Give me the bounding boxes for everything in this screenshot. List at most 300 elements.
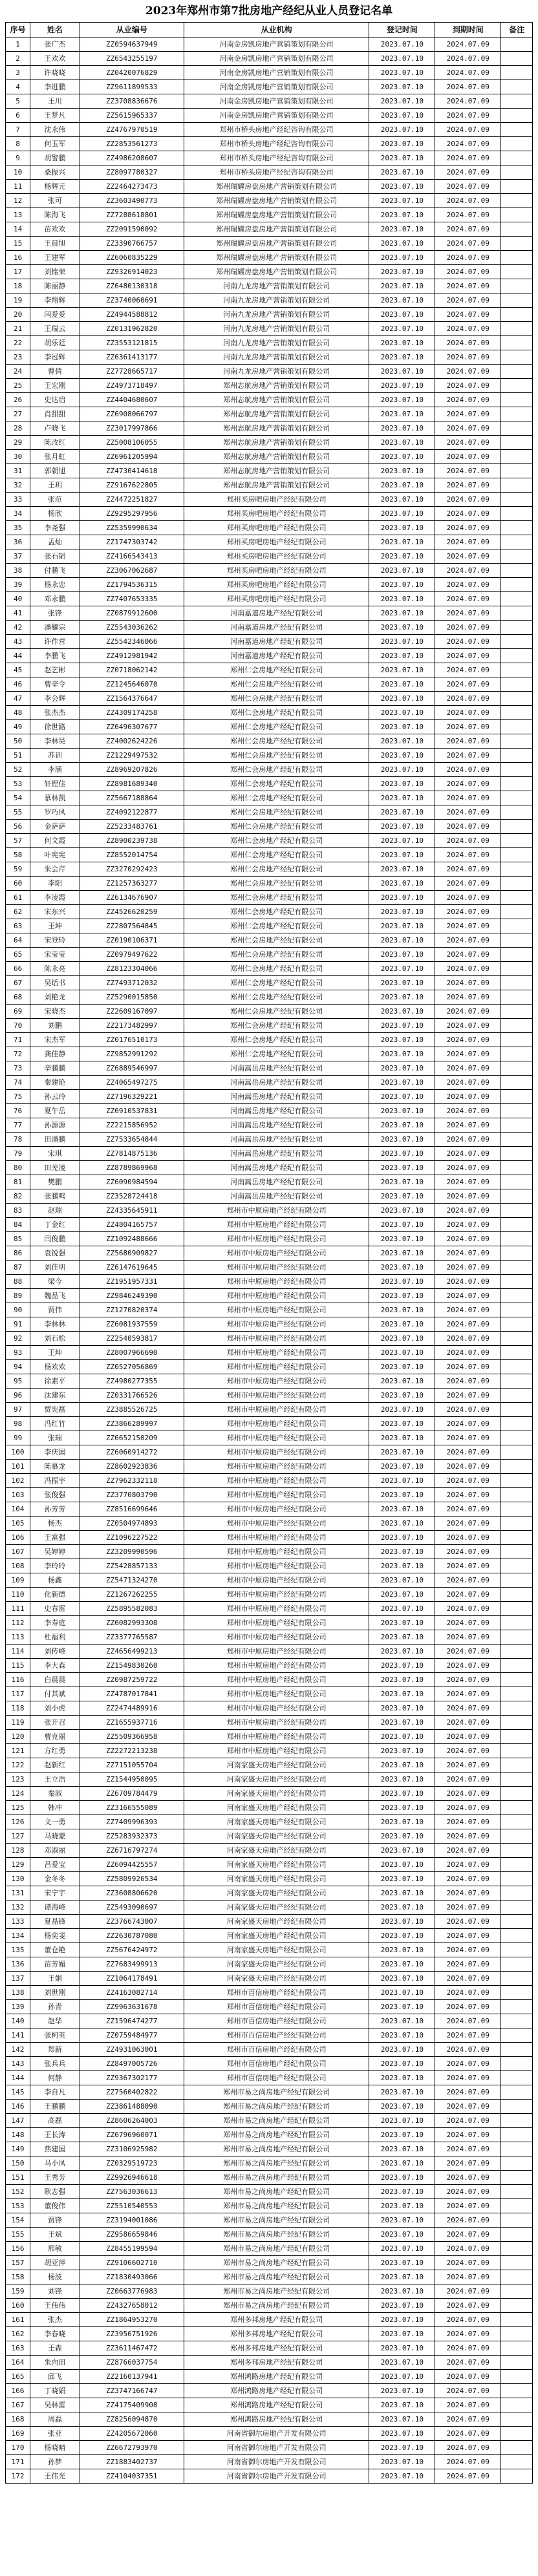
cell-organization: 郑州市百信房地产经纪有限公司 [184,1986,369,2000]
cell-remarks [501,1616,533,1630]
cell-organization: 郑州仁会房地产经纪有限公司 [184,763,369,777]
cell-expiry-date: 2024.07.09 [435,1460,501,1474]
cell-expiry-date: 2024.07.09 [435,265,501,279]
cell-remarks [501,2270,533,2284]
table-row [6,66,533,80]
cell-index: 127 [6,1829,30,1844]
cell-registration-date: 2023.07.10 [369,1289,435,1303]
cell-organization: 郑州市桥头房地产经纪咨询有限公司 [184,123,369,137]
cell-registration-date: 2023.07.10 [369,706,435,720]
table-row [6,1730,533,1744]
cell-organization: 郑州仁会房地产经纪有限公司 [184,1019,369,1033]
table-row [6,2199,533,2213]
cell-index: 160 [6,2299,30,2313]
cell-practice-number: ZZ0718062142 [80,663,184,677]
cell-organization: 河南家盛天房地产经纪有限公司 [184,1972,369,1986]
cell-organization: 郑州市易之尚房地产经纪有限公司 [184,2284,369,2299]
cell-expiry-date: 2024.07.09 [435,1090,501,1104]
table-row [6,2412,533,2427]
cell-name: 徐素平 [30,1374,80,1389]
cell-name: 马小凤 [30,2156,80,2171]
cell-organization: 郑州仁会房地产经纪有限公司 [184,848,369,862]
table-row [6,2171,533,2185]
cell-practice-number: ZZ1064178491 [80,1972,184,1986]
cell-expiry-date: 2024.07.09 [435,222,501,237]
cell-organization: 郑州市中原房地产经纪有限公司 [184,1517,369,1531]
cell-practice-number: ZZ8007966690 [80,1346,184,1360]
table-row [6,606,533,621]
cell-index: 169 [6,2427,30,2441]
cell-practice-number: ZZ6910537831 [80,1104,184,1118]
cell-practice-number: ZZ5676424972 [80,1943,184,1957]
cell-expiry-date: 2024.07.09 [435,1815,501,1829]
table-row [6,2028,533,2043]
cell-registration-date: 2023.07.10 [369,820,435,834]
cell-registration-date: 2023.07.10 [369,2242,435,2256]
cell-organization: 郑州仁会房地产经纪有限公司 [184,1047,369,1061]
cell-remarks [501,151,533,165]
cell-index: 124 [6,1787,30,1801]
header-organization: 从业机构 [184,23,369,37]
table-row [6,2114,533,2128]
cell-practice-number: ZZ7683499913 [80,1957,184,1972]
cell-index: 48 [6,706,30,720]
cell-remarks [501,976,533,990]
cell-index: 25 [6,379,30,393]
table-row [6,94,533,109]
cell-organization: 郑州市中原房地产经纪有限公司 [184,1488,369,1502]
cell-remarks [501,1005,533,1019]
cell-name: 夏午岳 [30,1104,80,1118]
cell-expiry-date: 2024.07.09 [435,1716,501,1730]
cell-registration-date: 2023.07.10 [369,1929,435,1943]
cell-name: 董仓艳 [30,1943,80,1957]
cell-remarks [501,1829,533,1844]
cell-remarks [501,37,533,52]
cell-practice-number: ZZ0594637949 [80,37,184,52]
cell-registration-date: 2023.07.10 [369,933,435,948]
cell-remarks [501,2242,533,2256]
cell-name: 苏训 [30,749,80,763]
cell-registration-date: 2023.07.10 [369,1417,435,1431]
cell-expiry-date: 2024.07.09 [435,1417,501,1431]
cell-organization: 郑州瑞耀房盘房地产营销策划有限公司 [184,208,369,222]
cell-organization: 郑州市易之尚房地产经纪有限公司 [184,2299,369,2313]
cell-name: 陈丽静 [30,279,80,293]
cell-name: 袁锐强 [30,1246,80,1261]
table-row [6,52,533,66]
cell-registration-date: 2023.07.10 [369,350,435,365]
cell-name: 贾宪磊 [30,1403,80,1417]
cell-registration-date: 2023.07.10 [369,251,435,265]
cell-registration-date: 2023.07.10 [369,1616,435,1630]
cell-name: 张亚 [30,2427,80,2441]
cell-organization: 河南家盛天房地产经纪有限公司 [184,1758,369,1772]
cell-registration-date: 2023.07.10 [369,1801,435,1815]
cell-practice-number: ZZ8123304066 [80,962,184,976]
cell-remarks [501,1929,533,1943]
cell-remarks [501,891,533,905]
cell-name: 卢晓飞 [30,421,80,436]
cell-practice-number: ZZ5493090697 [80,1900,184,1915]
table-row [6,1517,533,1531]
table-row [6,1289,533,1303]
cell-practice-number: ZZ1267262255 [80,1588,184,1602]
cell-remarks [501,2171,533,2185]
cell-registration-date: 2023.07.10 [369,1886,435,1900]
cell-registration-date: 2023.07.10 [369,1261,435,1275]
cell-name: 王建军 [30,251,80,265]
cell-practice-number: ZZ3106925982 [80,2142,184,2156]
cell-registration-date: 2023.07.10 [369,2327,435,2341]
cell-name: 杨杰 [30,1517,80,1531]
cell-registration-date: 2023.07.10 [369,2043,435,2057]
table-row [6,1915,533,1929]
cell-remarks [501,1019,533,1033]
table-row [6,1317,533,1332]
cell-remarks [501,1886,533,1900]
cell-name: 朱向田 [30,2356,80,2370]
cell-remarks [501,1460,533,1474]
cell-index: 37 [6,549,30,564]
table-row [6,2000,533,2014]
cell-name: 桑振兴 [30,165,80,180]
cell-practice-number: ZZ3377765587 [80,1630,184,1645]
cell-name: 王欢欢 [30,52,80,66]
cell-expiry-date: 2024.07.09 [435,2327,501,2341]
cell-organization: 郑州瑞耀房盘房地产营销策划有限公司 [184,194,369,208]
cell-remarks [501,791,533,805]
table-row [6,2455,533,2469]
cell-index: 116 [6,1673,30,1687]
cell-organization: 郑州瑞耀房盘房地产营销策划有限公司 [184,251,369,265]
cell-practice-number: ZZ5471324270 [80,1573,184,1588]
cell-name: 李鹏飞 [30,649,80,663]
cell-practice-number: ZZ1245646070 [80,677,184,692]
cell-organization: 郑州仁会房地产经纪有限公司 [184,663,369,677]
cell-remarks [501,251,533,265]
cell-remarks [501,2469,533,2484]
cell-name: 刘佳明 [30,1261,80,1275]
cell-registration-date: 2023.07.10 [369,1872,435,1886]
cell-registration-date: 2023.07.10 [369,734,435,749]
cell-practice-number: ZZ0663776983 [80,2284,184,2299]
cell-practice-number: ZZ3866289997 [80,1417,184,1431]
cell-registration-date: 2023.07.10 [369,194,435,208]
cell-organization: 河南嵩岳房地产经纪有限公司 [184,1189,369,1204]
cell-registration-date: 2023.07.10 [369,265,435,279]
cell-remarks [501,1744,533,1758]
cell-practice-number: ZZ7560402822 [80,2085,184,2100]
cell-index: 14 [6,222,30,237]
cell-practice-number: ZZ3740060691 [80,293,184,308]
cell-index: 136 [6,1957,30,1972]
cell-registration-date: 2023.07.10 [369,862,435,877]
cell-name: 宋杰军 [30,1033,80,1047]
cell-registration-date: 2023.07.10 [369,549,435,564]
cell-name: 韩冲 [30,1801,80,1815]
cell-organization: 郑州市中原房地产经纪有限公司 [184,1417,369,1431]
cell-expiry-date: 2024.07.09 [435,1332,501,1346]
cell-organization: 郑州市易之尚房地产经纪有限公司 [184,2228,369,2242]
cell-index: 32 [6,478,30,493]
table-row [6,1972,533,1986]
header-registration-date: 登记时间 [369,23,435,37]
cell-index: 67 [6,976,30,990]
cell-name: 李林昊 [30,734,80,749]
cell-name: 张石韬 [30,549,80,564]
cell-expiry-date: 2024.07.09 [435,2128,501,2142]
cell-practice-number: ZZ3747166747 [80,2384,184,2398]
cell-index: 106 [6,1531,30,1545]
cell-remarks [501,1900,533,1915]
table-row [6,37,533,52]
cell-remarks [501,635,533,649]
cell-organization: 郑州市易之尚房地产经纪有限公司 [184,2185,369,2199]
cell-organization: 郑州志航房地产营销策划有限公司 [184,478,369,493]
cell-index: 146 [6,2100,30,2114]
cell-name: 沈永伟 [30,123,80,137]
cell-organization: 河南省御尔房地产开发有限公司 [184,2427,369,2441]
cell-practice-number: ZZ3270292423 [80,862,184,877]
cell-remarks [501,2412,533,2427]
table-row [6,1801,533,1815]
table-row [6,1090,533,1104]
cell-name: 曹辛令 [30,677,80,692]
cell-name: 吴林雷 [30,2398,80,2412]
cell-name: 慕林凯 [30,791,80,805]
cell-remarks [501,350,533,365]
cell-remarks [501,1161,533,1175]
cell-remarks [501,763,533,777]
cell-index: 18 [6,279,30,293]
cell-name: 曹克丽 [30,1730,80,1744]
cell-expiry-date: 2024.07.09 [435,1659,501,1673]
table-row [6,2327,533,2341]
cell-name: 杨永忠 [30,578,80,592]
cell-practice-number: ZZ9846249390 [80,1289,184,1303]
cell-remarks [501,1517,533,1531]
table-row [6,2228,533,2242]
cell-index: 85 [6,1232,30,1246]
cell-remarks [501,905,533,919]
cell-expiry-date: 2024.07.09 [435,2043,501,2057]
cell-registration-date: 2023.07.10 [369,308,435,322]
table-row [6,507,533,521]
cell-practice-number: ZZ6889546997 [80,1061,184,1076]
cell-index: 58 [6,848,30,862]
cell-expiry-date: 2024.07.09 [435,379,501,393]
cell-organization: 河南九龙房地产营销策划有限公司 [184,336,369,350]
cell-organization: 郑州市易之尚房地产经纪有限公司 [184,2100,369,2114]
cell-name: 赵瑞 [30,1204,80,1218]
cell-index: 104 [6,1502,30,1517]
table-row [6,1900,533,1915]
cell-practice-number: ZZ6060914272 [80,1445,184,1460]
cell-organization: 郑州多邦房地产经纪有限公司 [184,2313,369,2327]
cell-expiry-date: 2024.07.09 [435,1033,501,1047]
table-row [6,2441,533,2455]
table-row [6,1346,533,1360]
cell-expiry-date: 2024.07.09 [435,1104,501,1118]
cell-registration-date: 2023.07.10 [369,421,435,436]
cell-registration-date: 2023.07.10 [369,208,435,222]
table-row [6,2284,533,2299]
table-row [6,1175,533,1189]
cell-expiry-date: 2024.07.09 [435,2270,501,2284]
table-row [6,450,533,464]
cell-name: 谭海峰 [30,1900,80,1915]
cell-expiry-date: 2024.07.09 [435,891,501,905]
cell-expiry-date: 2024.07.09 [435,791,501,805]
cell-remarks [501,2299,533,2313]
cell-remarks [501,592,533,606]
cell-remarks [501,1431,533,1445]
cell-name: 王伟伟 [30,2299,80,2313]
cell-registration-date: 2023.07.10 [369,621,435,635]
cell-name: 李自凡 [30,2085,80,2100]
cell-practice-number: ZZ2474489916 [80,1701,184,1716]
table-row [6,1033,533,1047]
cell-index: 108 [6,1559,30,1573]
cell-registration-date: 2023.07.10 [369,407,435,421]
cell-name: 张可 [30,194,80,208]
cell-name: 宋晓杰 [30,1005,80,1019]
cell-index: 24 [6,365,30,379]
cell-index: 80 [6,1161,30,1175]
cell-name: 胡乐廷 [30,336,80,350]
cell-organization: 郑州瑞耀房盘房地产营销策划有限公司 [184,180,369,194]
cell-organization: 郑州鸿路房地产经纪有限公司 [184,2412,369,2427]
cell-remarks [501,1445,533,1460]
cell-registration-date: 2023.07.10 [369,293,435,308]
cell-organization: 河南金房凯房地产营销策划有限公司 [184,80,369,94]
cell-organization: 郑州市易之尚房地产经纪有限公司 [184,2256,369,2270]
cell-expiry-date: 2024.07.09 [435,592,501,606]
cell-expiry-date: 2024.07.09 [435,1133,501,1147]
cell-registration-date: 2023.07.10 [369,521,435,535]
cell-registration-date: 2023.07.10 [369,1559,435,1573]
cell-expiry-date: 2024.07.09 [435,848,501,862]
cell-expiry-date: 2024.07.09 [435,2242,501,2256]
cell-remarks [501,2057,533,2071]
cell-organization: 郑州买房吧房地产经纪有限公司 [184,549,369,564]
cell-remarks [501,1332,533,1346]
cell-expiry-date: 2024.07.09 [435,1929,501,1943]
cell-practice-number: ZZ8789869968 [80,1161,184,1175]
cell-registration-date: 2023.07.10 [369,1232,435,1246]
table-row [6,1645,533,1659]
cell-expiry-date: 2024.07.09 [435,1730,501,1744]
cell-expiry-date: 2024.07.09 [435,1261,501,1275]
cell-remarks [501,1915,533,1929]
cell-expiry-date: 2024.07.09 [435,194,501,208]
cell-expiry-date: 2024.07.09 [435,606,501,621]
table-row [6,1161,533,1175]
table-row [6,1261,533,1275]
cell-name: 耿志强 [30,2185,80,2199]
cell-index: 166 [6,2384,30,2398]
cell-registration-date: 2023.07.10 [369,2014,435,2028]
cell-name: 龚佳静 [30,1047,80,1061]
table-row [6,1957,533,1972]
cell-index: 71 [6,1033,30,1047]
table-row [6,1118,533,1133]
cell-registration-date: 2023.07.10 [369,336,435,350]
cell-name: 化新德 [30,1588,80,1602]
cell-name: 李冠辉 [30,350,80,365]
cell-name: 李大森 [30,1659,80,1673]
cell-name: 张广杰 [30,37,80,52]
cell-practice-number: ZZ2540593817 [80,1332,184,1346]
cell-practice-number: ZZ3017997866 [80,421,184,436]
cell-name: 刘铭荣 [30,265,80,279]
cell-name: 张鹏鸣 [30,1189,80,1204]
cell-name: 高磊 [30,2114,80,2128]
cell-organization: 郑州市桥头房地产经纪咨询有限公司 [184,165,369,180]
cell-expiry-date: 2024.07.09 [435,251,501,265]
cell-remarks [501,2213,533,2228]
cell-expiry-date: 2024.07.09 [435,1474,501,1488]
cell-index: 98 [6,1417,30,1431]
cell-expiry-date: 2024.07.09 [435,976,501,990]
table-row [6,1588,533,1602]
cell-registration-date: 2023.07.10 [369,1204,435,1218]
cell-index: 171 [6,2455,30,2469]
cell-expiry-date: 2024.07.09 [435,549,501,564]
cell-remarks [501,1189,533,1204]
cell-practice-number: ZZ0331766526 [80,1389,184,1403]
cell-practice-number: ZZ4002624226 [80,734,184,749]
cell-name: 杜福利 [30,1630,80,1645]
cell-expiry-date: 2024.07.09 [435,66,501,80]
cell-index: 27 [6,407,30,421]
cell-remarks [501,194,533,208]
cell-remarks [501,1858,533,1872]
cell-registration-date: 2023.07.10 [369,2000,435,2014]
cell-index: 76 [6,1104,30,1118]
cell-registration-date: 2023.07.10 [369,2171,435,2185]
cell-index: 70 [6,1019,30,1033]
table-row [6,763,533,777]
cell-practice-number: ZZ0504974893 [80,1517,184,1531]
cell-index: 155 [6,2228,30,2242]
cell-index: 53 [6,777,30,791]
cell-remarks [501,1758,533,1772]
cell-practice-number: ZZ3611467472 [80,2341,184,2356]
cell-remarks [501,805,533,820]
cell-expiry-date: 2024.07.09 [435,1374,501,1389]
table-row [6,1858,533,1872]
cell-expiry-date: 2024.07.09 [435,1630,501,1645]
cell-practice-number: ZZ9852991292 [80,1047,184,1061]
cell-organization: 河南嘉道房地产经纪有限公司 [184,606,369,621]
cell-organization: 郑州市中原房地产经纪有限公司 [184,1531,369,1545]
cell-name: 宋莹莹 [30,948,80,962]
cell-organization: 郑州鸿路房地产经纪有限公司 [184,2398,369,2412]
cell-practice-number: ZZ0131962820 [80,322,184,336]
cell-name: 刘石松 [30,1332,80,1346]
cell-organization: 河南嘉道房地产经纪有限公司 [184,635,369,649]
cell-organization: 郑州市中原房地产经纪有限公司 [184,1474,369,1488]
cell-registration-date: 2023.07.10 [369,1687,435,1701]
cell-organization: 郑州市易之尚房地产经纪有限公司 [184,2242,369,2256]
cell-expiry-date: 2024.07.09 [435,2028,501,2043]
cell-index: 73 [6,1061,30,1076]
cell-organization: 郑州市百信房地产经纪有限公司 [184,2043,369,2057]
cell-practice-number: ZZ3166555089 [80,1801,184,1815]
table-row [6,749,533,763]
